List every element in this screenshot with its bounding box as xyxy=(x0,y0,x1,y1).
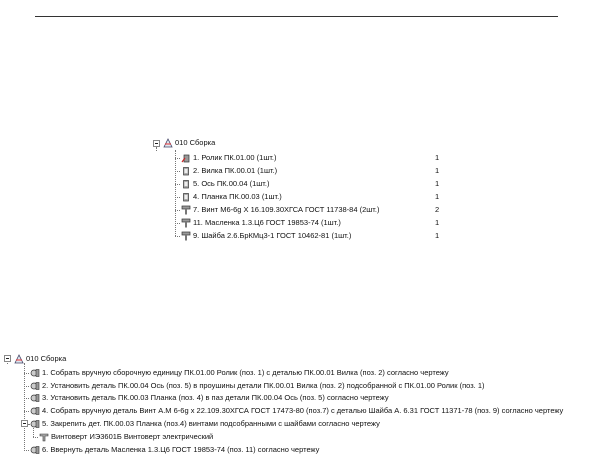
tree-line xyxy=(24,363,25,451)
quantity-cell: 1 xyxy=(435,166,440,175)
tree-line xyxy=(175,197,180,198)
quantity-cell: 1 xyxy=(435,218,440,227)
tree-item-label: 11. Масленка 1.3.Ц6 ГОСТ 19853-74 (1шт.) xyxy=(193,218,341,227)
tree-item[interactable] xyxy=(30,392,389,403)
tree-line xyxy=(175,158,180,159)
tree-line xyxy=(24,411,29,412)
tree-item[interactable] xyxy=(181,165,277,176)
screw-icon xyxy=(181,218,191,228)
tree-item[interactable] xyxy=(30,405,563,416)
screwdriver-tool-icon xyxy=(39,432,49,442)
tree-item[interactable] xyxy=(181,152,277,163)
tree-root-node[interactable] xyxy=(14,353,66,364)
operation-icon xyxy=(163,138,173,148)
tree-line xyxy=(175,171,180,172)
screw-icon xyxy=(181,231,191,241)
tree-root-label: 010 Сборка xyxy=(26,354,67,363)
tree-item-label: Винтоверт ИЭ3601Б Винтоверт электрический xyxy=(51,432,214,441)
tree-item[interactable] xyxy=(181,204,379,215)
tree-item-label: 1. Ролик ПК.01.00 (1шт.) xyxy=(193,153,277,162)
tree-item[interactable] xyxy=(181,191,282,202)
quantity-cell: 1 xyxy=(435,192,440,201)
part-icon xyxy=(181,192,191,202)
tree-line xyxy=(24,373,29,374)
collapse-toggle[interactable] xyxy=(4,355,11,362)
tree-item[interactable] xyxy=(30,367,449,378)
tree-line xyxy=(24,398,29,399)
tree-item-label: 9. Шайба 2.6.БрКМц3-1 ГОСТ 10462-81 (1шт.) xyxy=(193,231,352,240)
tree-item-label: 5. Закрепить дет. ПК.00.03 Планка (поз.4) винтами подсобранными с шайбами согласно чертежу xyxy=(42,419,380,428)
transition-step-icon xyxy=(30,445,40,455)
tree-item-label: 2. Установить деталь ПК.00.04 Ось (поз. 5) в проушины детали ПК.00.01 Вилка (поз. 2) подсобранной с ПК.01.00 Ролик (поз. 1) xyxy=(42,381,485,390)
collapse-toggle[interactable] xyxy=(21,420,28,427)
tree-item-label: 4. Планка ПК.00.03 (1шт.) xyxy=(193,192,282,201)
tree-item[interactable] xyxy=(181,230,351,241)
quantity-cell: 1 xyxy=(435,153,440,162)
tree-item-label: 7. Винт М6-6g X 16.109.30ХГСА ГОСТ 11738-84 (2шт.) xyxy=(193,205,380,214)
tree-root-node[interactable] xyxy=(163,137,215,148)
quantity-cell: 1 xyxy=(435,179,440,188)
transition-step-icon xyxy=(30,368,40,378)
quantity-cell: 1 xyxy=(435,231,440,240)
tree-item[interactable] xyxy=(30,444,319,455)
quantity-cell: 2 xyxy=(435,205,440,214)
tree-root-label: 010 Сборка xyxy=(175,138,216,147)
tree-item[interactable] xyxy=(30,380,485,391)
tree-line xyxy=(24,386,29,387)
tree-line xyxy=(175,236,180,237)
tree-item[interactable] xyxy=(30,418,380,429)
top-divider xyxy=(35,16,558,17)
tree-line xyxy=(175,210,180,211)
collapse-toggle[interactable] xyxy=(153,140,160,147)
part-icon xyxy=(181,179,191,189)
tree-line xyxy=(24,450,29,451)
operation-icon xyxy=(14,354,24,364)
tree-item[interactable] xyxy=(181,217,341,228)
tree-item[interactable] xyxy=(181,178,269,189)
tree-item-label: 4. Собрать вручную деталь Винт А.М 6-6g x 22.109.30ХГСА ГОСТ 17473-80 (поз.7) с деталью Шайба А. 6.31 ГОСТ 11371-78 (поз. 9) согласно чертежу xyxy=(42,406,564,415)
tree-line xyxy=(156,147,157,151)
transition-step-icon xyxy=(30,406,40,416)
tree-item-label: 2. Вилка ПК.00.01 (1шт.) xyxy=(193,166,278,175)
screw-icon xyxy=(181,205,191,215)
tree-item-label: 1. Собрать вручную сборочную единицу ПК.01.00 Ролик (поз. 1) с деталью ПК.00.01 Вилка (поз. 2) согласно чертежу xyxy=(42,368,449,377)
tree-line xyxy=(33,437,38,438)
transition-step-icon xyxy=(30,381,40,391)
part-icon xyxy=(181,166,191,176)
tree-item-label: 3. Установить деталь ПК.00.03 Планка (поз. 4) в паз детали ПК.00.04 Ось (поз. 5) согласно чертежу xyxy=(42,393,389,402)
tree-line xyxy=(33,428,34,437)
tree-line xyxy=(175,184,180,185)
transition-step-icon xyxy=(30,419,40,429)
tree-item-tool[interactable] xyxy=(39,431,213,442)
tree-item-label: 6. Ввернуть деталь Масленка 1.3.Ц6 ГОСТ 19853-74 (поз. 11) согласно чертежу xyxy=(42,445,320,454)
assembly-part-icon xyxy=(181,153,191,163)
transition-step-icon xyxy=(30,393,40,403)
tree-item-label: 5. Ось ПК.00.04 (1шт.) xyxy=(193,179,270,188)
tree-line xyxy=(175,223,180,224)
